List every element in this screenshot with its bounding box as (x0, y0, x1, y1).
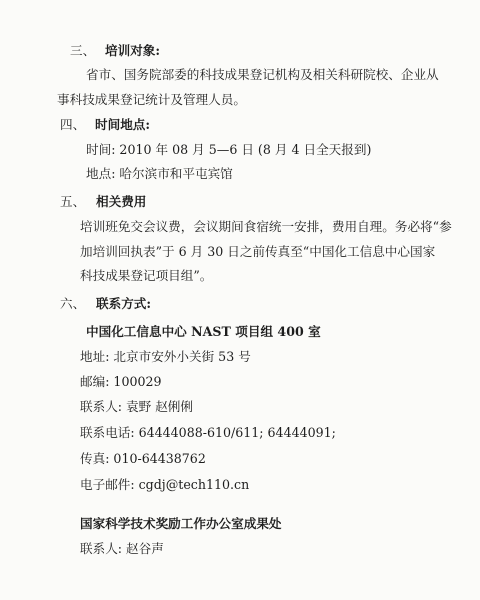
section-3-paragraph-line-2: 事科技成果登记统计及管理人员。 (57, 92, 246, 107)
section-3-heading: 培训对象: (105, 43, 161, 58)
section-5-paragraph-line-2: 加培训回执表”于 6 月 30 日之前传真至“中国化工信息中心国家 (80, 244, 436, 259)
section-6-heading: 联系方式: (96, 296, 152, 311)
section-4-time: 时间: 2010 年 08 月 5—6 日 (8 月 4 日全天报到) (86, 142, 372, 157)
section-3-paragraph-line-1: 省市、国务院部委的科技成果登记机构及相关科研院校、企业从 (86, 67, 439, 82)
org-1-phone: 联系电话: 64444088-610/611; 64444091; (80, 425, 336, 440)
section-5-paragraph-line-3: 科技成果登记项目组”。 (80, 268, 213, 283)
org-1-contacts: 联系人: 袁野 赵俐俐 (80, 399, 193, 414)
org-1-email: 电子邮件: cgdj@tech110.cn (80, 477, 250, 492)
section-4-number: 四、 (60, 117, 86, 132)
section-3-number: 三、 (70, 43, 96, 58)
org-1-fax: 传真: 010-64438762 (80, 451, 206, 466)
org-1-address: 地址: 北京市安外小关街 53 号 (80, 349, 251, 364)
section-5-number: 五、 (60, 194, 86, 209)
org-2-name: 国家科学技术奖励工作办公室成果处 (80, 516, 282, 531)
section-4-heading: 时间地点: (95, 117, 151, 132)
section-5-heading: 相关费用 (96, 194, 147, 209)
section-4-place: 地点: 哈尔滨市和平屯宾馆 (86, 166, 233, 181)
section-5-paragraph-line-1: 培训班免交会议费，会议期间食宿统一安排，费用自理。务必将“参 (80, 219, 452, 234)
org-1-name: 中国化工信息中心 NAST 项目组 400 室 (86, 324, 321, 339)
section-6-number: 六、 (60, 296, 86, 311)
org-2-contact: 联系人: 赵谷声 (80, 541, 164, 556)
org-1-postcode: 邮编: 100029 (80, 374, 162, 389)
